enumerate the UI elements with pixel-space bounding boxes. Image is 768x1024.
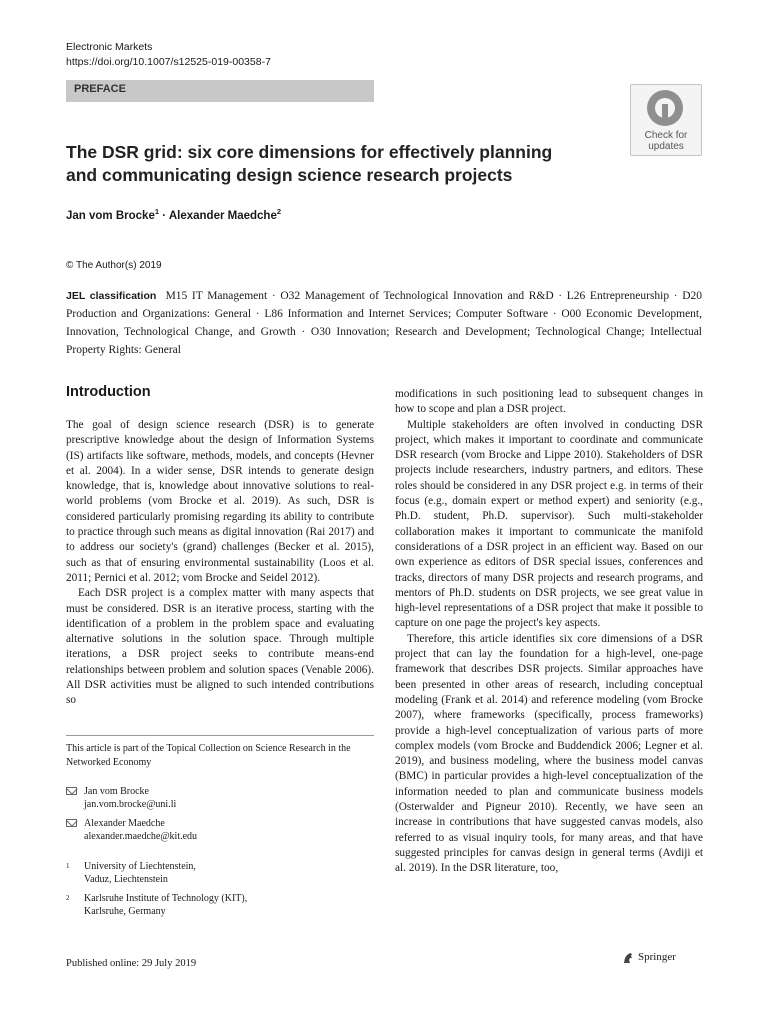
affiliation-line: Vaduz, Liechtenstein <box>84 874 168 885</box>
affiliation-number: 1 <box>66 862 70 870</box>
section-banner <box>66 80 374 102</box>
author-1-affiliation: 1 <box>154 207 160 216</box>
affiliation-entry <box>66 861 374 889</box>
email-icon <box>66 819 77 827</box>
email-icon <box>66 787 77 795</box>
copyright-notice: © The Author(s) 2019 <box>66 260 162 271</box>
contact-entry <box>66 818 374 846</box>
doi-link[interactable]: https://doi.org/10.1007/s12525-019-00358-7 <box>66 56 271 68</box>
contact-entry <box>66 786 374 814</box>
publisher-name: Springer <box>638 951 676 963</box>
journal-name: Electronic Markets <box>66 41 153 53</box>
paragraph: modifications in such positioning lead to subsequent changes in how to scope and plan a DSR project. <box>395 388 703 416</box>
jel-label: JEL classification <box>66 290 157 302</box>
contact-name: Jan vom Brocke <box>84 786 149 797</box>
affiliation-line: Karlsruhe, Germany <box>84 906 166 917</box>
affiliation-number: 2 <box>66 894 70 902</box>
author-2-affiliation: 2 <box>276 207 282 216</box>
publisher-logo <box>622 950 712 968</box>
author-separator: · <box>159 209 169 222</box>
body-column-right <box>395 387 703 877</box>
author-list <box>66 207 281 222</box>
author-2[interactable]: Alexander Maedche <box>168 209 277 222</box>
paragraph: Each DSR project is a complex matter with many aspects that must be considered. DSR is an iterative process, starting with the identification of a problem in the problem space and evaluating alternative solutions in the solution space. Through multiple iterations, a DSR project seeks to contribute means-end relationships between problem and solution spaces (Venable 2006). All DSR activities must be aligned to such intended contributions so <box>66 587 374 707</box>
badge-line-2: updates <box>648 141 684 152</box>
journal-header <box>66 40 271 70</box>
affiliation-entry <box>66 893 374 921</box>
author-1[interactable]: Jan vom Brocke <box>66 209 155 222</box>
check-updates-icon <box>647 90 683 126</box>
jel-codes: M15 IT Management · O32 Management of Technological Innovation and R&D · L26 Entrepreneurship · D20 Production and Organizations: General · L86 Information and Internet Services; Computer Software · O00 Economic Development, Innovation, Technological Change, and Growth · O30 Innovation; Research and Development; Technological Change; Intellectual Property Rights: General <box>66 290 703 356</box>
article-title: The DSR grid: six core dimensions for effectively planning and communicating design science research projects <box>66 142 553 185</box>
badge-line-1: Check for <box>644 130 688 141</box>
jel-classification <box>66 287 702 359</box>
affiliation-line: University of Liechtenstein, <box>84 861 196 872</box>
affiliation-line: Karlsruhe Institute of Technology (KIT), <box>84 893 248 904</box>
check-for-updates-badge[interactable] <box>630 84 702 156</box>
published-date: Published online: 29 July 2019 <box>66 958 197 969</box>
contact-name: Alexander Maedche <box>84 818 165 829</box>
footnote-divider <box>66 735 374 736</box>
paragraph: The goal of design science research (DSR) is to generate prescriptive knowledge about the design of Information Systems (IS) artifacts like software, methods, models, and concepts (Hevner et al. 2004). In a wider sense, DSR intends to generate design knowledge, that is, knowledge about innovative solutions to real-world problems (vom Brocke et al. 2019). As such, DSR is considered particularly promising regarding its ability to contribute to practice through such means as digital innovation (Rai 2017) and to address our society's (grand) challenges (Becker et al. 2015), such as that of ensuring environmental sustainability (Loos et al. 2011; Pernici et al. 2012; vom Brocke and Seidel 2012). <box>66 419 374 584</box>
section-heading-introduction: Introduction <box>66 384 151 400</box>
body-column-left <box>66 418 374 709</box>
paragraph: Therefore, this article identifies six core dimensions of a DSR project that can lay the foundation for a high-level, one-page framework that describes DSR projects. Similar approaches have been presented in other areas of research, including conceptual modeling (Frank et al. 2014) and reference modeling (vom Brocke 2007), where frameworks (specifically, process frameworks) provide a high-level conceptualization of various parts of more complex models (vom Brocke and Buddendick 2006; Legner et al. 2019), and business modeling, where the business model canvas (BMC) in particular provides a high-level conceptualization of the information needed to plan and communicate business models (Osterwalder and Pigneur 2010). Recently, we have seen an increase in contributions that have suggested canvas models, also referred to as visual inquiry tools, for many areas, and that have suggested principles for canvas design in general terms (Avdiji et al. 2019). In the DSR literature, too, <box>395 632 703 875</box>
topical-collection-note: This article is part of the Topical Collection on Science Research in the Networked Economy <box>66 743 351 768</box>
contact-email[interactable]: alexander.maedche@kit.edu <box>84 831 198 842</box>
section-label: PREFACE <box>74 83 126 95</box>
paragraph: Multiple stakeholders are often involved in conducting DSR project, which makes it important to coordinate and communicate DSR research (vom Brocke and Lippe 2010). Stakeholders of DSR projects include researchers, industry partners, and editors. These roles should be considered in any DSR project e.g. in terms of their focus (e.g., domain expert or method expert) and seniority (e.g., Ph.D. student, Ph.D. supervisor). Such multi-stakeholder collaboration makes it important to communicate the manifold considerations of a DSR project in an efficient way. Based on our own experience as editors of DSR special issues, conferences and tracks, directors of many DSR projects and research programs, and mentors of Ph.D. students on DSR projects, we see great value in high-level representations of a DSR project that make it possible to capture on one page the project's key aspects. <box>395 418 703 630</box>
springer-horse-icon <box>622 952 634 964</box>
contact-email[interactable]: jan.vom.brocke@uni.li <box>84 799 177 810</box>
